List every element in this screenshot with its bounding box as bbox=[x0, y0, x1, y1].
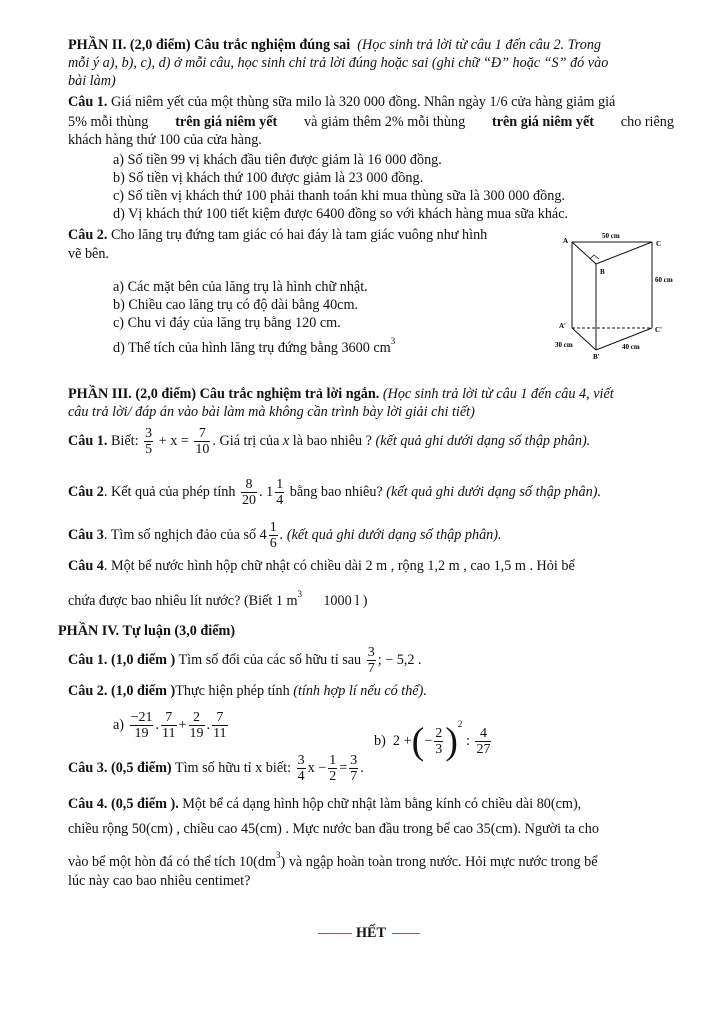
p3-q4-sup: 3 bbox=[297, 589, 303, 599]
p4-q2-label: Câu 2. (1,0 điểm ) bbox=[68, 683, 176, 699]
p2-q1-label: Câu 1. bbox=[68, 94, 108, 110]
p2-q1-text2e: cho riêng bbox=[620, 114, 674, 130]
p4-q2a-plus: + bbox=[178, 717, 187, 733]
part3-instruction: (Học sinh trả lời từ câu 1 đến câu 4, viết bbox=[382, 386, 614, 402]
p3-q3-mixed-num: 1 bbox=[269, 520, 277, 536]
p2-q2-option-a: a) Các mặt bên của lăng trụ là hình chữ nhật. bbox=[113, 279, 368, 295]
p3-q1-post2: là bao nhiêu ? bbox=[292, 433, 372, 449]
p4-q4-sup: 3 bbox=[276, 850, 281, 860]
p4-q2b-frac-den: 27 bbox=[476, 742, 491, 758]
part4-heading: PHẦN IV. Tự luận (3,0 điểm) bbox=[58, 623, 236, 639]
p4-q3-frac2-num: 1 bbox=[329, 753, 337, 769]
p3-q2-note: (kết quả ghi dưới dạng số thập phân). bbox=[386, 484, 601, 500]
p3-q2-label: Câu 2 bbox=[68, 484, 104, 500]
p3-q2 bbox=[68, 475, 601, 509]
p4-q2b-label: b) bbox=[374, 733, 386, 749]
p2-q2-text1: Cho lăng trụ đứng tam giác có hai đáy là tam giác vuông như hình bbox=[110, 227, 488, 243]
p3-q4-text2: chứa được bao nhiêu lít nước? (Biết 1 m bbox=[68, 593, 298, 609]
p2-q2-label: Câu 2. bbox=[68, 227, 108, 243]
p3-q1-frac1-num: 3 bbox=[145, 426, 153, 442]
p3-q2-frac-num: 8 bbox=[241, 477, 257, 493]
p3-q2-pre: . Kết quả của phép tính bbox=[103, 484, 236, 500]
p4-q1-text: Tìm số đối của các số hữu tỉ sau bbox=[178, 652, 362, 668]
p3-q3-note: . (kết quả ghi dưới dạng số thập phân). bbox=[279, 527, 502, 543]
end-marker: HẾT bbox=[356, 925, 386, 941]
p4-q1-frac bbox=[367, 645, 376, 676]
edge-BC bbox=[596, 242, 652, 264]
p4-q2-note: (tính hợp lí nếu có thể). bbox=[293, 683, 427, 699]
p3-q1-frac1 bbox=[144, 426, 153, 457]
p3-q4-text2-end: 1000 l ) bbox=[323, 593, 368, 609]
p3-q4-line1 bbox=[68, 557, 575, 575]
p4-q4-text3a: vào bể một hòn đá có thể tích 10(dm bbox=[68, 854, 277, 870]
p4-q3-frac3-num: 3 bbox=[350, 753, 358, 769]
p4-q1 bbox=[68, 643, 422, 677]
part3-heading: PHẦN III. (2,0 điểm) Câu trắc nghiệm trả lời ngắn. bbox=[68, 386, 380, 402]
p4-q1-label: Câu 1. (1,0 điểm ) bbox=[68, 652, 176, 668]
p3-q2-frac-den: 20 bbox=[242, 493, 257, 509]
p4-q2a-label: a) bbox=[113, 717, 125, 733]
p4-q2a-frac4 bbox=[212, 710, 227, 741]
p3-q3-mixed bbox=[269, 520, 278, 551]
end-rule-right bbox=[392, 933, 420, 934]
p4-q2a-frac1 bbox=[130, 710, 154, 741]
p4-q4-line2: chiều rộng 50(cm) , chiều cao 45(cm) . Mực nước ban đầu trong bể cao 35(cm). Người ta cho bbox=[68, 821, 599, 837]
p4-q4-text1: Một bể cá dạng hình hộp chữ nhật làm bằng kính có chiều dài 80(cm), bbox=[182, 796, 582, 812]
part2-heading-line bbox=[68, 36, 601, 54]
p3-q4-line2 bbox=[68, 585, 367, 610]
p2-q1-text2d: trên giá niêm yết bbox=[491, 114, 595, 130]
p4-q4-text3b: ) và ngập hoàn toàn trong nước. Hỏi mực nước trong bể bbox=[280, 854, 598, 870]
p3-q1-note: (kết quả ghi dưới dạng số thập phân). bbox=[375, 433, 591, 449]
p4-q3-frac3 bbox=[349, 753, 358, 784]
p3-q1-frac2-den: 10 bbox=[195, 442, 210, 458]
p4-q4-label: Câu 4. (0,5 điểm ). bbox=[68, 796, 179, 812]
p2-q2-option-b: b) Chiều cao lăng trụ có độ dài bằng 40cm. bbox=[113, 297, 359, 313]
p4-q2a-frac1-num: −21 bbox=[130, 710, 153, 726]
label-top: 50 cm bbox=[602, 232, 620, 240]
p3-q1-var: x bbox=[282, 433, 290, 449]
p4-q2a-frac2-den: 11 bbox=[162, 726, 176, 742]
p3-q3 bbox=[68, 518, 502, 552]
right-angle-mark bbox=[590, 255, 599, 259]
p4-q1-frac-den: 7 bbox=[367, 661, 375, 677]
p2-q1-text2a: 5% mỗi thùng bbox=[68, 114, 149, 130]
p4-q3 bbox=[68, 751, 364, 785]
edge-A1B1 bbox=[572, 328, 596, 350]
p4-q4-line1 bbox=[68, 795, 581, 813]
p4-q3-label: Câu 3. (0,5 điểm) bbox=[68, 760, 172, 776]
p2-q1-line3: khách hàng thứ 100 của cửa hàng. bbox=[68, 132, 262, 148]
label-side: 60 cm bbox=[655, 276, 673, 284]
p3-q3-label: Câu 3 bbox=[68, 527, 104, 543]
p4-q2a-frac3-num: 2 bbox=[189, 710, 205, 726]
p4-q2b-frac-in-num: 2 bbox=[435, 726, 443, 742]
p2-q2-line2: vẽ bên. bbox=[68, 246, 109, 262]
p4-q4-line3 bbox=[68, 846, 598, 871]
p2-q1-option-c: c) Số tiền vị khách thứ 100 phải thanh toán khi mua thùng sữa là 300 000 đồng. bbox=[113, 188, 565, 204]
prism-figure bbox=[552, 226, 687, 364]
p4-q2-text: Thực hiện phép tính bbox=[175, 683, 290, 699]
p2-q1-line1 bbox=[68, 93, 615, 111]
p4-q3-frac1-num: 3 bbox=[297, 753, 305, 769]
p4-q3-text: Tìm số hữu tỉ x biết: bbox=[174, 760, 292, 776]
p2-q1-text1: Giá niêm yết của một thùng sữa milo là 320 000 đồng. Nhân ngày 1/6 cửa hàng giảm giá bbox=[110, 94, 616, 110]
p3-q2-mixed-den: 4 bbox=[276, 493, 284, 509]
p3-q4-label: Câu 4 bbox=[68, 558, 104, 574]
end-rule-left bbox=[318, 933, 352, 934]
label-bottom: 40 cm bbox=[622, 343, 640, 351]
p2-q1-option-a: a) Số tiền 99 vị khách đầu tiên được giảm là 16 000 đồng. bbox=[113, 152, 442, 168]
vertex-B: B bbox=[600, 268, 605, 276]
p3-q4-text1: . Một bể nước hình hộp chữ nhật có chiều dài 2 m , rộng 1,2 m , cao 1,5 m . Hỏi bể bbox=[103, 558, 575, 574]
p4-q3-frac1 bbox=[297, 753, 306, 784]
p4-q2b-exp: 2 bbox=[457, 719, 463, 729]
p4-q2a-frac4-num: 7 bbox=[212, 710, 227, 726]
p4-q3-eq: = bbox=[339, 760, 348, 776]
vertex-C: C bbox=[656, 240, 662, 248]
p4-q2a-frac3-den: 19 bbox=[189, 726, 204, 742]
p4-q3-frac2-den: 2 bbox=[329, 769, 337, 785]
p3-q2-mixed bbox=[275, 477, 284, 508]
p4-q3-frac3-den: 7 bbox=[350, 769, 358, 785]
p4-q3-frac1-den: 4 bbox=[297, 769, 305, 785]
p3-q1 bbox=[68, 424, 590, 458]
p2-q2-line1 bbox=[68, 226, 487, 244]
p4-q2b-div: : bbox=[465, 733, 470, 749]
part3-heading-line bbox=[68, 385, 614, 403]
p3-q1-post: . Giá trị của bbox=[212, 433, 280, 449]
part3-instruction-2: câu trả lời/ đáp án vào bài làm mà không cần trình bày lời giải chi tiết) bbox=[68, 404, 475, 420]
p2-q1-text2c: và giảm thêm 2% mỗi thùng bbox=[304, 114, 466, 130]
p3-q2-dot: . 1 bbox=[259, 484, 274, 500]
p2-q1-option-d: d) Vị khách thứ 100 tiết kiệm được 6400 đồng so với khách hàng mua sữa khác. bbox=[113, 206, 569, 222]
p4-q2b: b) 2 +(− $\frac{2}{3}$ )$^2$ : $\frac{4}{27}$ bbox=[374, 719, 491, 763]
p3-q1-frac2-num: 7 bbox=[194, 426, 210, 442]
part2-instruction: (Học sinh trả lời từ câu 1 đến câu 2. Trong bbox=[357, 37, 602, 53]
p4-q1-rest: ; − 5,2 . bbox=[377, 652, 422, 668]
p4-q2b-frac-num: 4 bbox=[475, 726, 491, 742]
p4-q2b-frac-in-den: 3 bbox=[435, 742, 443, 758]
p3-q2-mixed-num: 1 bbox=[276, 477, 284, 493]
p4-q2b-rparen: ) bbox=[445, 720, 458, 763]
p4-q4-line4: lúc này cao bao nhiêu centimet? bbox=[68, 873, 251, 889]
vertex-B1: B' bbox=[593, 353, 600, 361]
p4-q2a: a) $\frac{-21}{19}$ . $\frac{7}{11}$ + $\frac{2}{19}$ . $\frac{7}{11}$ bbox=[113, 710, 227, 742]
p4-q2a-frac1-den: 19 bbox=[134, 726, 149, 742]
vertex-A1: A' bbox=[559, 322, 566, 330]
p4-q2b-lparen: ( bbox=[411, 720, 425, 763]
p4-q2b-frac-in bbox=[434, 726, 443, 757]
p2-q2-option-d-text: d) Thể tích của hình lăng trụ đứng bằng 3600 cm bbox=[113, 340, 391, 356]
p4-q2a-frac3 bbox=[189, 710, 205, 741]
vertex-A: A bbox=[563, 237, 569, 245]
p4-q2b-pre: 2 + bbox=[392, 733, 412, 749]
p4-q2 bbox=[68, 682, 427, 700]
p2-q1-line2 bbox=[68, 113, 674, 131]
p4-q2a-frac2-num: 7 bbox=[161, 710, 176, 726]
vertex-C1: C' bbox=[655, 326, 662, 334]
p2-q2-option-d bbox=[113, 332, 395, 357]
p3-q2-post: bằng bao nhiêu? bbox=[289, 484, 383, 500]
p4-q3-x: x − bbox=[307, 760, 327, 776]
p3-q2-frac bbox=[241, 477, 257, 508]
part2-instruction-3: bài làm) bbox=[68, 73, 116, 89]
p2-q2-option-d-sup: 3 bbox=[390, 336, 396, 346]
p4-q3-frac2 bbox=[328, 753, 337, 784]
edge-AB bbox=[572, 242, 596, 264]
label-left: 30 cm bbox=[555, 341, 573, 349]
p3-q3-mixed-den: 6 bbox=[269, 536, 277, 552]
part2-instruction-2: mỗi ý a), b), c), d) ở mỗi câu, học sinh chỉ trả lời đúng hoặc sai (ghi chữ “Đ” hoặc “S” đó vào bbox=[68, 55, 609, 71]
part2-heading: PHẦN II. (2,0 điểm) Câu trắc nghiệm đúng sai bbox=[68, 37, 351, 53]
p3-q3-pre: . Tìm số nghịch đảo của số 4 bbox=[103, 527, 267, 543]
p2-q1-text2b: trên giá niêm yết bbox=[175, 114, 278, 130]
p3-q1-mid: + x = bbox=[158, 433, 189, 449]
p3-q1-frac2 bbox=[194, 426, 210, 457]
p4-q2a-frac2 bbox=[161, 710, 176, 741]
p4-q2b-frac bbox=[475, 726, 491, 757]
p4-q2a-frac4-den: 11 bbox=[213, 726, 227, 742]
p3-q1-label: Câu 1. bbox=[68, 433, 108, 449]
p4-q3-end: . bbox=[360, 760, 364, 776]
p2-q1-option-b: b) Số tiền vị khách thứ 100 được giảm là 23 000 đồng. bbox=[113, 170, 424, 186]
p3-q1-pre: Biết: bbox=[110, 433, 139, 449]
p3-q1-frac1-den: 5 bbox=[145, 442, 153, 458]
p4-q1-frac-num: 3 bbox=[367, 645, 375, 661]
p2-q2-option-c: c) Chu vi đáy của lăng trụ bằng 120 cm. bbox=[113, 315, 341, 331]
